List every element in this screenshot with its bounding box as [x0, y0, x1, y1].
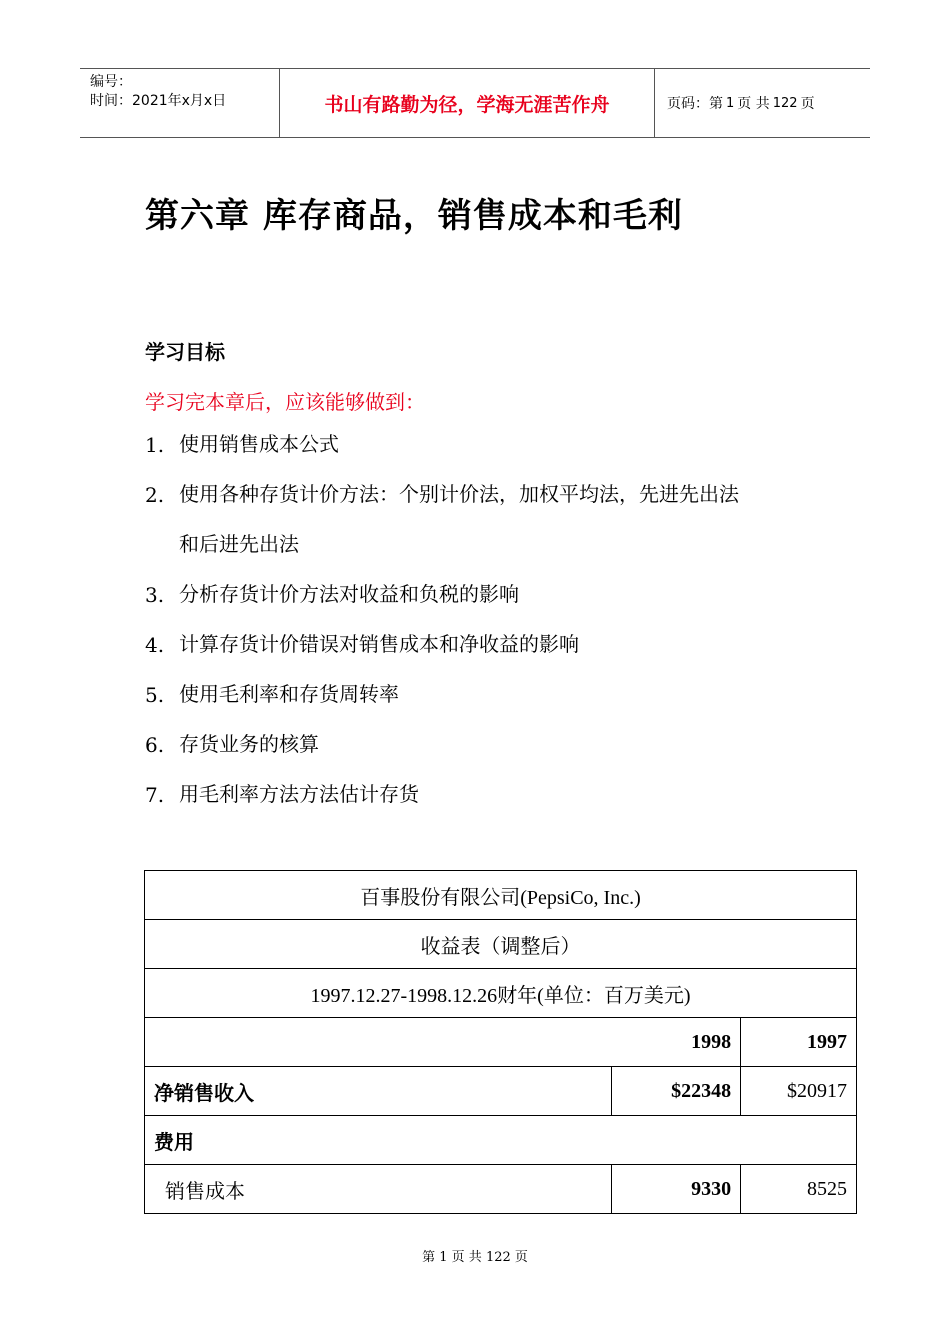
item-number: 4. [145, 633, 165, 657]
table-row [145, 1018, 857, 1067]
page-prefix: 页码：第 [667, 96, 723, 112]
number-label: 编号： [90, 74, 132, 90]
item-text: 计算存货计价错误对销售成本和净收益的影响 [179, 632, 579, 656]
header-meta [80, 69, 280, 137]
objectives-intro: 学习完本章后，应该能够做到： [145, 390, 425, 414]
statement-period: 1997.12.27-1998.12.26财年(单位：百万美元) [145, 969, 857, 1018]
column-header-1997: 1997 [741, 1018, 857, 1067]
row-label: 净销售收入 [145, 1067, 612, 1116]
objectives-title: 学习目标 [145, 340, 225, 364]
value-1997: $20917 [741, 1067, 857, 1116]
item-text: 存货业务的核算 [179, 732, 319, 756]
company-name: 百事股份有限公司(PepsiCo, Inc.) [145, 871, 857, 920]
income-statement-table [144, 870, 857, 1214]
item-number: 1. [145, 433, 165, 457]
list-item [145, 483, 845, 583]
table-row [145, 871, 857, 920]
row-label: 销售成本 [145, 1165, 612, 1214]
table-row [145, 1116, 857, 1165]
value-1998: 9330 [612, 1165, 741, 1214]
list-item [145, 783, 845, 833]
value-1998: $22348 [612, 1067, 741, 1116]
column-header-1998: 1998 [145, 1018, 741, 1067]
item-text: 用毛利率方法方法估计存货 [179, 782, 419, 806]
header-page-info [655, 69, 870, 137]
page-suffix: 页 [800, 96, 815, 112]
footer-prefix: 第 [422, 1250, 436, 1265]
statement-name: 收益表（调整后） [145, 920, 857, 969]
item-number: 3. [145, 583, 165, 607]
time-label: 时间：2021年x月x日 [90, 93, 227, 109]
item-text: 使用销售成本公式 [179, 432, 339, 456]
footer-page: 1 [439, 1250, 448, 1265]
objectives-list [145, 433, 845, 833]
page-mid: 页 共 [737, 96, 770, 112]
table-row [145, 920, 857, 969]
chapter-title: 第六章 库存商品，销售成本和毛利 [145, 196, 683, 236]
item-number: 6. [145, 733, 165, 757]
item-text: 使用各种存货计价方法：个别计价法，加权平均法，先进先出法 [179, 482, 739, 506]
item-number: 2. [145, 483, 165, 507]
page-number: 1 [726, 95, 735, 111]
table-row [145, 1165, 857, 1214]
page-footer [0, 1246, 950, 1265]
item-number: 5. [145, 683, 165, 707]
item-text-continued: 和后进先出法 [179, 532, 299, 556]
footer-mid: 页 共 [451, 1250, 482, 1265]
table-row [145, 969, 857, 1018]
item-text: 使用毛利率和存货周转率 [179, 682, 399, 706]
value-1997: 8525 [741, 1165, 857, 1214]
item-text: 分析存货计价方法对收益和负税的影响 [179, 582, 519, 606]
page-total: 122 [772, 95, 798, 111]
header-motto: 书山有路勤为径，学海无涯苦作舟 [280, 69, 655, 137]
table-row [145, 1067, 857, 1116]
row-label: 费用 [145, 1116, 857, 1165]
footer-total: 122 [485, 1250, 511, 1265]
footer-suffix: 页 [514, 1250, 528, 1265]
page-header [80, 68, 870, 138]
item-number: 7. [145, 783, 165, 807]
